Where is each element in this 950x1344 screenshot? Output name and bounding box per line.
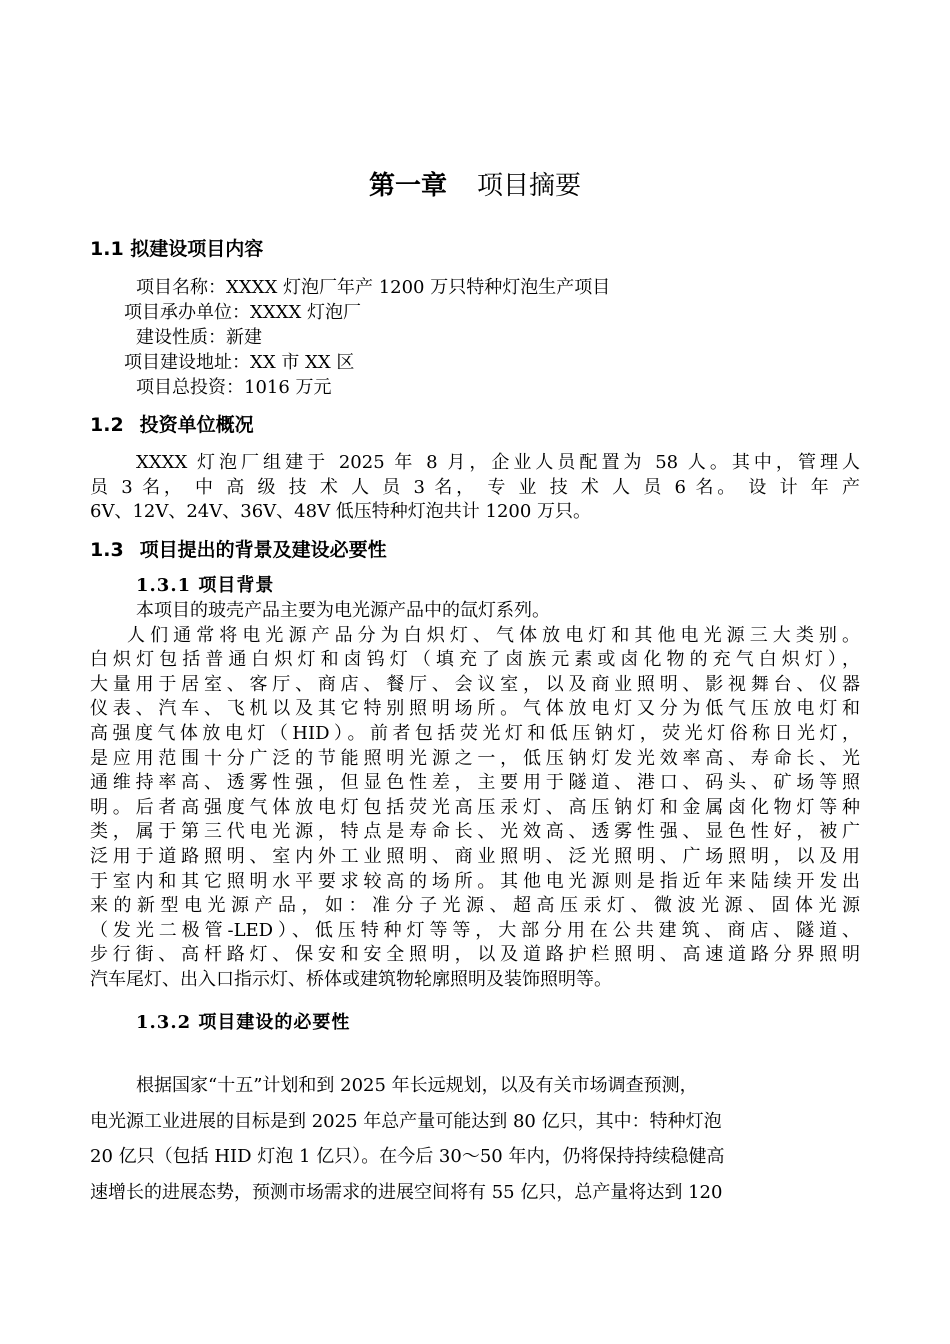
section-1-3-heading [90,537,387,563]
chapter-title [0,168,950,204]
total-investment: 项目总投资：1016 万元 [136,377,332,398]
paragraph-line: 高强度气体放电灯（HID）。前者包括荧光灯和低压钠灯，荧光灯俗称日光灯， [90,722,860,744]
construction-nature: 建设性质：新建 [136,327,262,348]
paragraph-line: 根据国家“十五”计划和到 2025 年长远规划，以及有关市场调查预测， [136,1075,698,1096]
paragraph-line: 步行街、高杆路灯、保安和安全照明，以及道路护栏照明、高速道路分界照明 [90,944,860,966]
paragraph-line: 6V、12V、24V、36V、48V 低压特种灯泡共计 1200 万只。 [90,501,592,523]
section-1-3-title: 项目提出的背景及建设必要性 [139,539,387,561]
paragraph-line: 电光源工业进展的目标是到 2025 年总产量可能达到 80 亿只，其中：特种灯泡 [90,1110,722,1132]
paragraph-line: 是应用范围十分广泛的节能照明光源之一，低压钠灯发光效率高、寿命长、光 [90,747,860,769]
chapter-number: 第一章 [368,171,447,201]
paragraph-line: 20 亿只（包括 HID 灯泡 1 亿只）。在今后 30～50 年内，仍将保持持续稳健高 [90,1146,725,1167]
chapter-name: 项目摘要 [477,171,582,201]
paragraph-line: 速增长的进展态势，预测市场需求的进展空间将有 55 亿只，总产量将达到 120 [90,1181,723,1203]
section-1-2-heading [90,412,254,438]
paragraph-line: 类，属于第三代电光源，特点是寿命长、光效高、透雾性强、显色性好，被广 [90,821,860,843]
paragraph-line: 员 3 名， 中 高 级 技 术 人 员 3 名， 专 业 技 术 人 员 6 名。 设 计 年 产 [90,476,860,498]
paragraph-line: 来的新型电光源产品，如：准分子光源、超高压汞灯、微波光源、固体光源 [90,895,860,917]
project-undertaker: 项目承办单位：XXXX 灯泡厂 [124,302,361,323]
paragraph-line: 泛用于道路照明、室内外工业照明、商业照明、泛光照明、广场照明，以及用 [90,845,860,867]
paragraph-line: 白炽灯包括普通白炽灯和卤钨灯（填充了卤族元素或卤化物的充气白炽灯）， [90,649,860,671]
paragraph-line: XXXX 灯泡厂组建于 2025 年 8 月，企业人员配置为 58 人。其中，管理人 [136,452,860,473]
paragraph-line: 大量用于居室、客厅、商店、餐厅、会议室，以及商业照明、影视舞台、仪器 [90,673,860,695]
section-1-2-paragraph [90,451,860,525]
paragraph-line: 明。后者高强度气体放电灯包括荧光高压汞灯、高压钠灯和金属卤化物灯等种 [90,796,860,818]
construction-address: 项目建设地址：XX 市 XX 区 [124,352,355,373]
section-1-1-heading: 1.1 拟建设项目内容 [90,238,264,260]
paragraph-line: 于室内和其它照明水平要求较高的场所。其他电光源则是指近年来陆续开发出 [90,870,860,892]
section-1-3-2-heading: 1.3.2 项目建设的必要性 [136,1012,351,1033]
section-1-3-1-heading: 1.3.1 项目背景 [136,575,275,596]
paragraph-line: （发光二极管-LED）、低压特种灯等等，大部分用在公共建筑、商店、隧道、 [90,919,860,941]
section-1-2-title: 投资单位概况 [139,414,254,436]
paragraph-line: 仪表、汽车、飞机以及其它特别照明场所。气体放电灯又分为低气压放电灯和 [90,698,860,720]
paragraph-line: 汽车尾灯、出入口指示灯、桥体或建筑物轮廓照明及装饰照明等。 [90,968,612,990]
section-1-3-1-paragraph [90,599,860,993]
project-name: 项目名称：XXXX 灯泡厂年产 1200 万只特种灯泡生产项目 [136,277,611,298]
section-1-2-number: 1.2 [90,414,124,436]
paragraph-line: 人们通常将电光源产品分为白炽灯、气体放电灯和其他电光源三大类别。 [127,624,860,646]
paragraph-line: 通维持率高、透雾性强，但显色性差，主要用于隧道、港口、码头、矿场等照 [90,772,860,794]
section-1-3-number: 1.3 [90,539,124,561]
paragraph-line: 本项目的玻壳产品主要为电光源产品中的氙灯系列。 [136,600,550,621]
section-1-3-2-paragraph [90,1068,860,1210]
